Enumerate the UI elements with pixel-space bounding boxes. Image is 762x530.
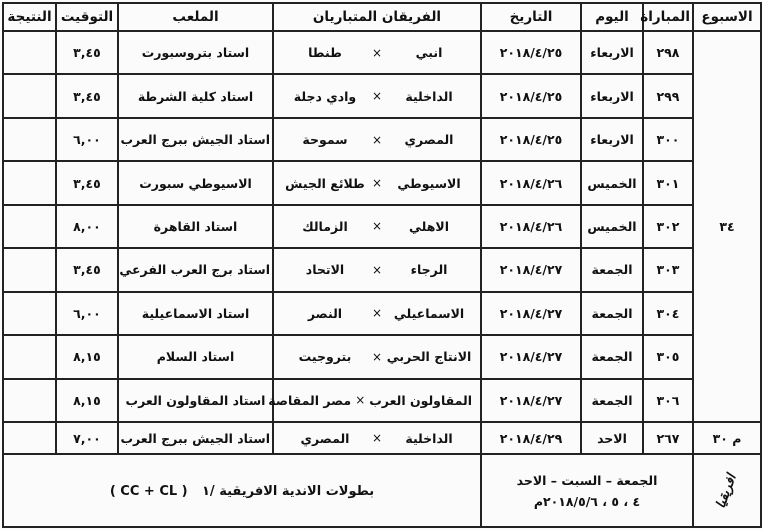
match-time: ٦,٠٠ bbox=[56, 292, 118, 335]
home-team: الاهلي bbox=[409, 218, 450, 234]
postponed-match-number: ٢٦٧ bbox=[643, 422, 693, 454]
match-stadium: استاد السلام bbox=[118, 335, 273, 378]
match-row bbox=[3, 31, 761, 74]
match-time: ٨,٠٠ bbox=[56, 205, 118, 248]
match-row bbox=[3, 379, 761, 422]
versus-mark: × bbox=[355, 393, 366, 408]
header-date: التاريخ bbox=[481, 3, 581, 31]
match-stadium: استاد الاسماعيلية bbox=[118, 292, 273, 335]
match-teams bbox=[273, 161, 481, 204]
match-date: ٢٠١٨/٤/٢٧ bbox=[481, 335, 581, 378]
match-result bbox=[3, 74, 56, 117]
match-stadium: استاد برج العرب الفرعي bbox=[118, 248, 273, 291]
match-time: ٣,٤٥ bbox=[56, 248, 118, 291]
match-teams bbox=[273, 31, 481, 74]
match-stadium: استاد بتروسبورت bbox=[118, 31, 273, 74]
postponed-teams bbox=[273, 422, 481, 454]
match-time: ٦,٠٠ bbox=[56, 118, 118, 161]
match-number: ٣٠٤ bbox=[643, 292, 693, 335]
match-date: ٢٠١٨/٤/٢٦ bbox=[481, 205, 581, 248]
header-row bbox=[3, 3, 761, 31]
home-team: المقاولون العرب bbox=[369, 392, 472, 408]
match-result bbox=[3, 31, 56, 74]
match-teams bbox=[273, 74, 481, 117]
away-team: طلائع الجيش bbox=[285, 175, 365, 191]
match-schedule-table bbox=[2, 2, 762, 528]
match-number: ٣٠٥ bbox=[643, 335, 693, 378]
match-result bbox=[3, 248, 56, 291]
match-teams bbox=[273, 205, 481, 248]
match-day: الاربعاء bbox=[581, 118, 643, 161]
away-team: بتروجيت bbox=[298, 349, 352, 365]
match-row bbox=[3, 335, 761, 378]
postponed-week: م ٣٠ bbox=[693, 422, 761, 454]
header-day: اليوم bbox=[581, 3, 643, 31]
home-team: الاسماعيلي bbox=[393, 305, 465, 321]
header-result: النتيجة bbox=[3, 3, 56, 31]
header-time: التوقيت bbox=[56, 3, 118, 31]
match-stadium: استاد القاهرة bbox=[118, 205, 273, 248]
versus-mark: × bbox=[371, 45, 383, 60]
home-team: المصري bbox=[404, 132, 454, 148]
postponed-row bbox=[3, 422, 761, 454]
match-row bbox=[3, 292, 761, 335]
match-time: ٣,٤٥ bbox=[56, 74, 118, 117]
away-team: الزمالك bbox=[302, 218, 348, 234]
away-team: سموحة bbox=[302, 132, 348, 148]
africa-label: افريقيا bbox=[713, 472, 741, 511]
match-day: الاربعاء bbox=[581, 74, 643, 117]
versus-mark: × bbox=[371, 306, 383, 321]
match-day: الجمعة bbox=[581, 335, 643, 378]
match-result bbox=[3, 205, 56, 248]
match-teams bbox=[273, 292, 481, 335]
header-teams: الفريقان المتباريان bbox=[273, 3, 481, 31]
versus-mark: × bbox=[371, 219, 383, 234]
postponed-home-team: الداخلية bbox=[405, 430, 453, 446]
match-time: ٣,٤٥ bbox=[56, 161, 118, 204]
match-result bbox=[3, 379, 56, 422]
africa-dates-cell bbox=[481, 454, 693, 527]
match-number: ٣٠٦ bbox=[643, 379, 693, 422]
postponed-time: ٧,٠٠ bbox=[56, 422, 118, 454]
match-time: ٣,٤٥ bbox=[56, 31, 118, 74]
africa-row bbox=[3, 454, 761, 527]
home-team: الانتاج الحربي bbox=[386, 349, 472, 365]
match-number: ٣٠١ bbox=[643, 161, 693, 204]
match-date: ٢٠١٨/٤/٢٧ bbox=[481, 292, 581, 335]
match-stadium: الاسيوطي سبورت bbox=[118, 161, 273, 204]
match-day: الجمعة bbox=[581, 248, 643, 291]
match-result bbox=[3, 118, 56, 161]
versus-mark: × bbox=[371, 176, 383, 191]
match-number: ٢٩٨ bbox=[643, 31, 693, 74]
match-row bbox=[3, 161, 761, 204]
match-date: ٢٠١٨/٤/٢٧ bbox=[481, 379, 581, 422]
match-result bbox=[3, 292, 56, 335]
africa-codes: ( CC + CL ) bbox=[109, 483, 188, 499]
match-result bbox=[3, 161, 56, 204]
match-teams bbox=[273, 335, 481, 378]
away-team: النصر bbox=[307, 305, 343, 321]
home-team: انبي bbox=[415, 45, 443, 61]
home-team: الاسيوطي bbox=[397, 175, 461, 191]
match-teams bbox=[268, 379, 481, 422]
postponed-result bbox=[3, 422, 56, 454]
match-number: ٣٠٠ bbox=[643, 118, 693, 161]
postponed-day: الاحد bbox=[581, 422, 643, 454]
match-date: ٢٠١٨/٤/٢٥ bbox=[481, 74, 581, 117]
match-day: الخميس bbox=[581, 161, 643, 204]
match-number: ٣٠٢ bbox=[643, 205, 693, 248]
match-date: ٢٠١٨/٤/٢٥ bbox=[481, 31, 581, 74]
match-row bbox=[3, 74, 761, 117]
versus-mark: × bbox=[371, 431, 383, 446]
match-teams bbox=[273, 248, 481, 291]
away-team: الاتحاد bbox=[305, 262, 345, 278]
match-teams bbox=[273, 118, 481, 161]
match-row bbox=[3, 205, 761, 248]
away-team: مصر المقاصة bbox=[268, 392, 352, 408]
match-day: الجمعة bbox=[581, 292, 643, 335]
versus-mark: × bbox=[371, 89, 383, 104]
match-date: ٢٠١٨/٤/٢٥ bbox=[481, 118, 581, 161]
africa-days: الجمعة – السبت – الاحد bbox=[516, 472, 658, 488]
versus-mark: × bbox=[371, 262, 383, 277]
week-number: ٣٤ bbox=[693, 31, 761, 422]
africa-tournament: بطولات الاندية الافريقية /١ bbox=[201, 483, 375, 499]
match-date: ٢٠١٨/٤/٢٦ bbox=[481, 161, 581, 204]
header-week: الاسبوع bbox=[693, 3, 761, 31]
match-stadium: استاد كلية الشرطة bbox=[118, 74, 273, 117]
postponed-date: ٢٠١٨/٤/٢٩ bbox=[481, 422, 581, 454]
versus-mark: × bbox=[371, 132, 383, 147]
match-number: ٣٠٣ bbox=[643, 248, 693, 291]
match-day: الخميس bbox=[581, 205, 643, 248]
home-team: الرجاء bbox=[410, 262, 448, 278]
postponed-away-team: المصري bbox=[300, 430, 350, 446]
away-team: طنطا bbox=[308, 45, 342, 61]
away-team: وادي دجلة bbox=[293, 88, 357, 104]
match-time: ٨,١٥ bbox=[56, 335, 118, 378]
postponed-stadium: استاد الجيش ببرج العرب bbox=[118, 422, 273, 454]
match-date: ٢٠١٨/٤/٢٧ bbox=[481, 248, 581, 291]
match-stadium: استاد المقاولون العرب bbox=[118, 379, 273, 422]
match-row bbox=[3, 118, 761, 161]
match-day: الجمعة bbox=[581, 379, 643, 422]
home-team: الداخلية bbox=[405, 88, 453, 104]
match-number: ٢٩٩ bbox=[643, 74, 693, 117]
match-day: الاربعاء bbox=[581, 31, 643, 74]
africa-tournament-cell bbox=[3, 454, 481, 527]
match-stadium: استاد الجيش ببرج العرب bbox=[118, 118, 273, 161]
header-stadium: الملعب bbox=[118, 3, 273, 31]
match-result bbox=[3, 335, 56, 378]
versus-mark: × bbox=[371, 349, 383, 364]
africa-dates: ٤ ، ٥ ، ٢٠١٨/٥/٦م bbox=[533, 493, 641, 509]
africa-label-cell bbox=[693, 454, 761, 527]
match-time: ٨,١٥ bbox=[56, 379, 118, 422]
header-match: المباراة bbox=[643, 3, 693, 31]
match-row bbox=[3, 248, 761, 291]
